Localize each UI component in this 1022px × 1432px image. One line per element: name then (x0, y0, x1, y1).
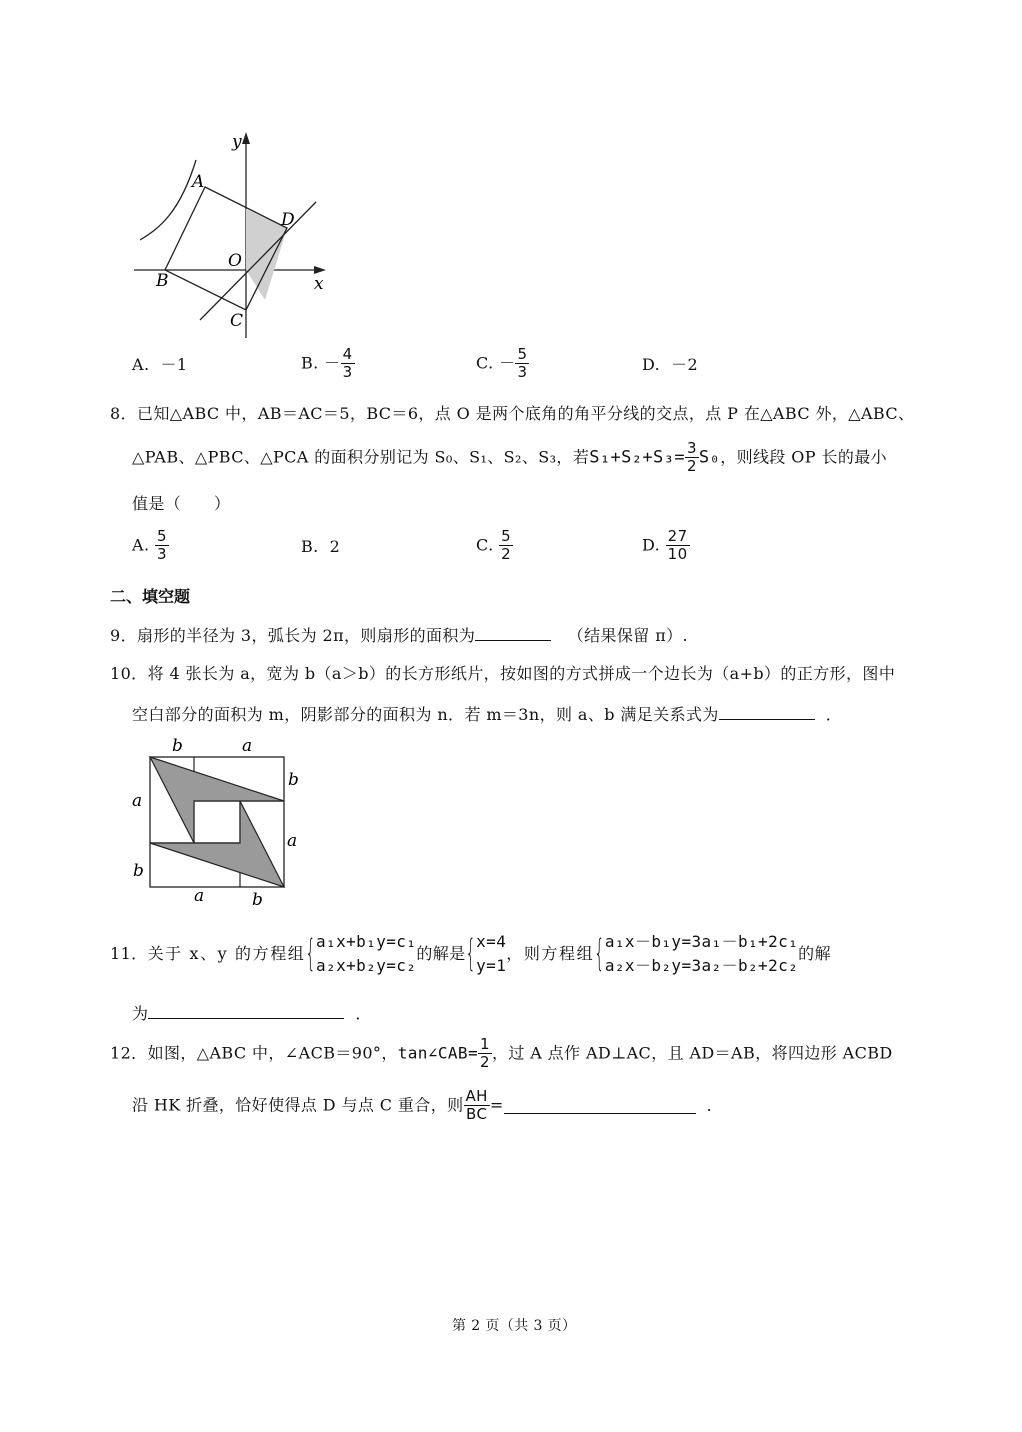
q7-label-O: O (228, 251, 242, 271)
q11-answer-blank[interactable] (148, 1002, 344, 1019)
q8-line1: 8．已知△ABC 中，AB＝AC＝5，BC＝6，点 O 是两个底角的角平分线的交点，点 P 在△ABC 外，△ABC、 (110, 404, 915, 423)
q11-solution: x=4 y=1 (476, 932, 507, 975)
q8-option-c: C. $\frac{5}{2}$ (476, 527, 512, 563)
page-footer: 第 2 页（共 3 页） (452, 1318, 577, 1334)
q7-label-A: A (192, 172, 205, 192)
section-title-fill-blank: 二、填空题 (110, 587, 191, 606)
q7-label-B: B (156, 271, 169, 291)
q7-option-d: D. －2 (642, 355, 699, 374)
q10-line1: 10．将 4 张长为 a，宽为 b（a＞b）的长方形纸片，按如图的方式拼成一个边长为（a+b）的正方形，图中 (110, 664, 896, 683)
q7-figure (128, 128, 338, 343)
q9: 9．扇形的半径为 3，弧长为 2π，则扇形的面积为 （结果保留 π）. (110, 626, 688, 645)
q7-label-C: C (230, 311, 244, 331)
q7-option-b: B. － $\frac{4}{3}$ (301, 345, 353, 381)
q8-line2: △PAB、△PBC、△PCA 的面积分别记为 S₀、S₁、S₂、S₃，若S₁+S₂+S₃= $\frac{3}{2}$ S₀，则线段 OP 长的最小 (132, 439, 888, 475)
q10-answer-blank[interactable] (719, 703, 815, 720)
q8-option-a-fraction: $\frac{5}{3}$ (156, 527, 167, 563)
q7-option-c: C. － $\frac{5}{3}$ (476, 345, 528, 381)
q11-system2: a₁x－b₁y=3a₁－b₁+2c₁ a₂x－b₂y=3a₂－b₂+2c₂ (604, 932, 799, 975)
q8-option-d: D. $\frac{27}{10}$ (642, 527, 688, 563)
q10-label-top-a: a (242, 736, 253, 756)
q11-solution-brace: { (465, 931, 477, 975)
q10-label-right-b: b (288, 770, 299, 790)
q12-line2: 沿 HK 折叠，恰好使得点 D 与点 C 重合，则 $\frac{AH}{BC}$ = ． (132, 1087, 724, 1123)
q11-system2-brace: { (594, 931, 605, 975)
q12-line1: 12．如图，△ABC 中，∠ACB＝90°，tan∠CAB= $\frac{1}{2}$ ，过 A 点作 AD⊥AC，且 AD＝AB，将四边形 ACBD (110, 1035, 893, 1071)
q11-system1: a₁x+b₁y=c₁ a₂x+b₂y=c₂ (316, 932, 417, 975)
q8-option-c-fraction: $\frac{5}{2}$ (501, 527, 512, 563)
q7-option-b-fraction: $\frac{4}{3}$ (342, 345, 353, 381)
q7-option-c-fraction: $\frac{5}{3}$ (517, 345, 528, 381)
q8-formula-fraction: $\frac{3}{2}$ (686, 439, 697, 475)
q11-system1-brace: { (305, 931, 316, 975)
q10-label-top-b: b (172, 736, 183, 756)
q10-label-bottom-b: b (252, 890, 263, 910)
q11-line1: 11． 关于 x、y 的方程组 { a₁x+b₁y=c₁ a₂x+b₂y=c₂ 的解是 { x=4 y=1 ，则方程组 { a₁x－b₁y=3a₁－b₁+2c₁ a₂x－b₂y=3a₂－b₂+2c₂ 的解 (110, 924, 831, 984)
q10-label-right-a: a (287, 831, 298, 851)
q10-line2: 空白部分的面积为 m，阴影部分的面积为 n．若 m＝3n，则 a、b 满足关系式为 ． (132, 705, 843, 724)
q12-ratio-fraction: $\frac{AH}{BC}$ (465, 1087, 488, 1123)
q10-label-left-b: b (133, 861, 144, 881)
q9-answer-blank[interactable] (475, 624, 551, 641)
q7-label-y: y (232, 132, 242, 152)
q8-option-a: A. $\frac{5}{3}$ (132, 527, 167, 563)
q8-option-b: B. 2 (301, 537, 341, 556)
q8-line3: 值是（ ） (132, 494, 231, 513)
q12-answer-blank[interactable] (504, 1097, 696, 1114)
q10-figure (128, 730, 308, 910)
q10-label-bottom-a: a (194, 886, 205, 906)
q7-option-a: A. －1 (132, 355, 188, 374)
q10-label-left-a: a (132, 791, 143, 811)
q7-label-x: x (314, 274, 324, 294)
q8-option-d-fraction: $\frac{27}{10}$ (667, 527, 688, 563)
q12-tan-fraction: $\frac{1}{2}$ (480, 1035, 490, 1071)
q7-label-D: D (281, 210, 295, 230)
q11-line2: 为 ． (132, 1004, 372, 1023)
